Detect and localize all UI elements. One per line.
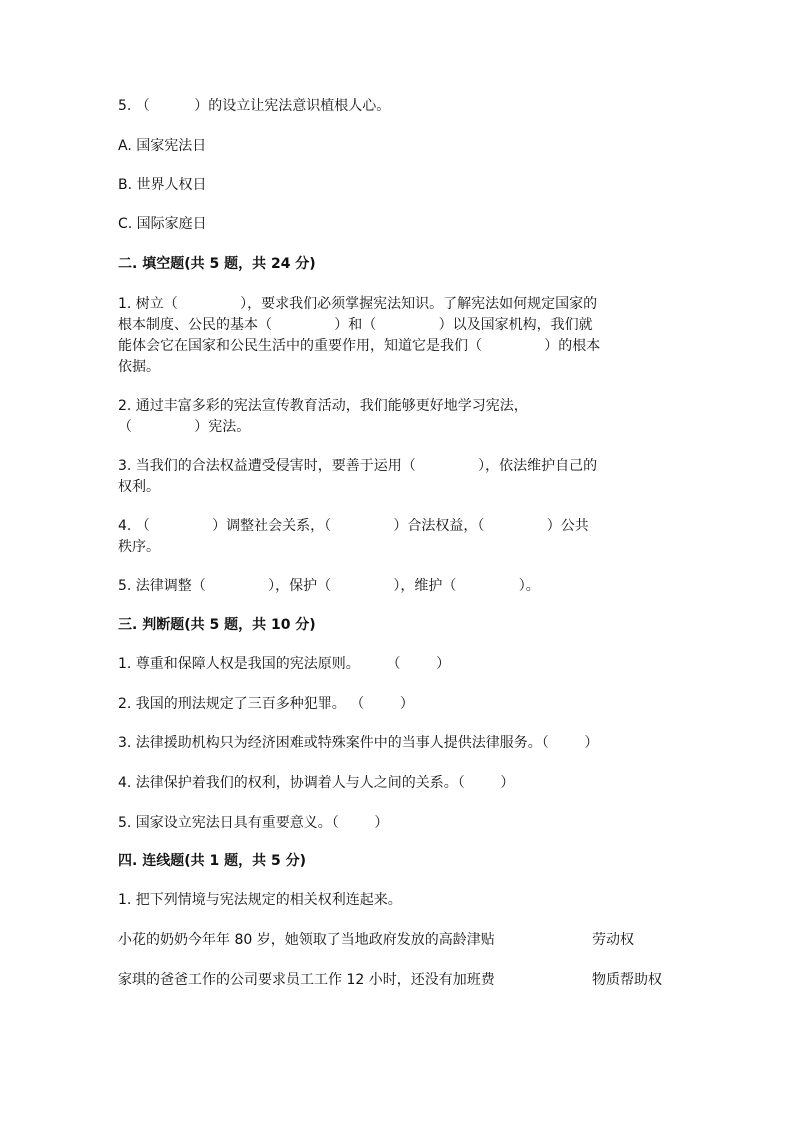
judge-item-1: 1. 尊重和保障人权是我国的宪法原则。 （ ） (118, 656, 451, 672)
judge-item-3: 3. 法律援助机构只为经济困难或特殊案件中的当事人提供法律服务。（ ） (118, 735, 599, 751)
matching-right-1: 劳动权 (592, 932, 634, 948)
judge-item-4: 4. 法律保护着我们的权利，协调着人与人之间的关系。（ ） (118, 775, 515, 791)
matching-left-1: 小花的奶奶今年年 80 岁，她领取了当地政府发放的高龄津贴 (118, 932, 495, 948)
section-heading-matching: 四. 连线题(共 1 题，共 5 分) (118, 853, 306, 869)
judge-item-2: 2. 我国的刑法规定了三百多种犯罪。 （ ） (118, 696, 414, 712)
fill-q2-line1: 2. 通过丰富多彩的宪法宣传教育活动，我们能够更好地学习宪法， (118, 398, 528, 414)
fill-q1-line3: 能体会它在国家和公民生活中的重要作用，知道它是我们（ ）的根本 (118, 338, 601, 354)
fill-q5: 5. 法律调整（ ），保护（ ），维护（ ）。 (118, 578, 540, 594)
fill-q3-line1: 3. 当我们的合法权益遭受侵害时，要善于运用（ ），依法维护自己的 (118, 458, 598, 474)
matching-q1: 1. 把下列情境与宪法规定的相关权利连起来。 (118, 892, 402, 908)
option-c: C. 国际家庭日 (118, 216, 207, 232)
fill-q2-line2: （ ）宪法。 (118, 419, 251, 435)
fill-q3-line2: 权利。 (118, 479, 160, 495)
section-heading-true-false: 三. 判断题(共 5 题，共 10 分) (118, 617, 316, 633)
question-5: 5. （ ）的设立让宪法意识植根人心。 (118, 98, 391, 114)
option-a: A. 国家宪法日 (118, 138, 207, 154)
judge-item-5: 5. 国家设立宪法日具有重要意义。（ ） (118, 815, 389, 831)
fill-q1-line1: 1. 树立（ ），要求我们必须掌握宪法知识。了解宪法如何规定国家的 (118, 296, 598, 312)
option-b: B. 世界人权日 (118, 177, 207, 193)
matching-right-2: 物质帮助权 (592, 972, 662, 988)
fill-q1-line2: 根本制度、公民的基本（ ）和（ ）以及国家机构，我们就 (118, 317, 593, 333)
fill-q4-line2: 秩序。 (118, 539, 160, 555)
fill-q4-line1: 4. （ ）调整社会关系，（ ）合法权益，（ ）公共 (118, 518, 589, 534)
fill-q1-line4: 依据。 (118, 359, 160, 375)
section-heading-fill-blank: 二. 填空题(共 5 题，共 24 分) (118, 256, 316, 272)
matching-left-2: 家琪的爸爸工作的公司要求员工工作 12 小时，还没有加班费 (118, 972, 495, 988)
